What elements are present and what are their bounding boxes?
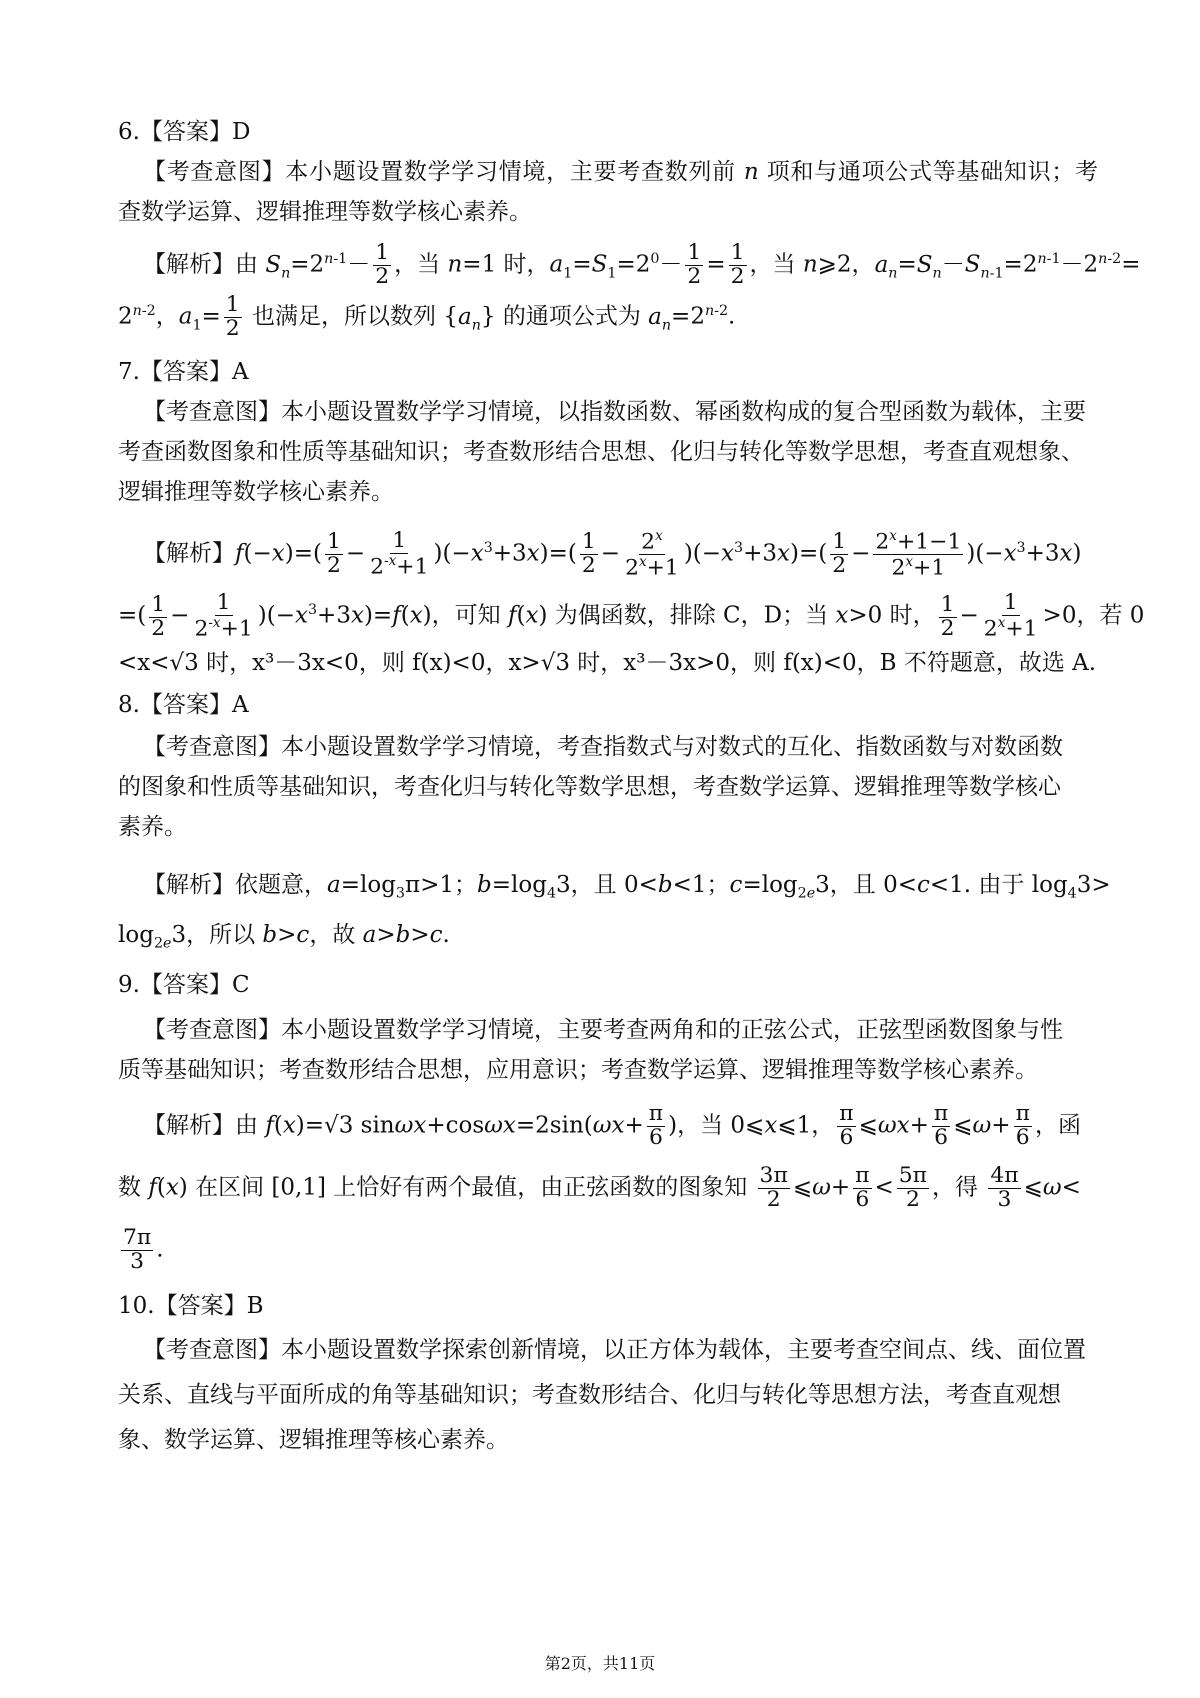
q9-analysis-line1: 【解析】由 f(x)=√3 sinωx+cosωx=2sin(ωx+ $\frac{\pi}{6}$ )，当 0⩽x⩽1， $\frac{\pi}{6}$ ⩽ωx+ $\frac{\pi}{6}$ ⩽ω+ $\frac{\pi}{6}$ ，函 — [143, 1100, 1081, 1150]
q7-intent-line3: 逻辑推理等数学核心素养。 — [118, 479, 394, 505]
q7-answer: 7.【答案】A — [118, 359, 249, 385]
q8-analysis-line2: $\log_{2e}3$，所以 b>c，故 a>b>c. — [118, 922, 450, 952]
q6-answer: 6.【答案】D — [118, 119, 251, 145]
q9-analysis-line2: 数 f(x) 在区间 [0,1] 上恰好有两个最值，由正弦函数的图象知 $\frac{3\pi}{2}$ ⩽ω+ $\frac{\pi}{6}$ < $\frac{5\pi}{2}$ ，得 $\frac{4\pi}{3}$ ⩽ω< — [118, 1162, 1081, 1212]
q6-intent-line2: 查数学运算、逻辑推理等数学核心素养。 — [118, 199, 532, 225]
q6-analysis-line1: 【解析】由 $S_n=2^{n-1}-$ $\frac{1}{2}$ ，当 n=1 时，$a_1=S_1=2^0-$ $\frac{1}{2}$ = $\frac{1}{2}$ ，当 n⩾2，$a_n=S_n-S_{n-1}=2^{n-1}-2^{n-2}=$ — [143, 240, 1141, 290]
q9-answer: 9.【答案】C — [118, 972, 250, 998]
page-footer: 第2页，共11页 — [544, 1654, 656, 1673]
q10-intent-line2: 关系、直线与平面所成的角等基础知识；考查数形结合、化归与转化等思想方法，考查直观想 — [118, 1382, 1061, 1408]
q8-intent-line3: 素养。 — [118, 814, 187, 840]
q10-intent-line3: 象、数学运算、逻辑推理等核心素养。 — [118, 1427, 509, 1453]
q8-intent-line2: 的图象和性质等基础知识，考查化归与转化等数学思想，考查数学运算、逻辑推理等数学核心 — [118, 774, 1061, 800]
q10-intent-line1: 【考查意图】本小题设置数学探索创新情境，以正方体为载体，主要考查空间点、线、面位置 — [143, 1337, 1086, 1363]
q9-intent-line1: 【考查意图】本小题设置数学学习情境，主要考查两角和的正弦公式，正弦型函数图象与性 — [143, 1017, 1063, 1043]
q7-intent-line1: 【考查意图】本小题设置数学学习情境，以指数函数、幂函数构成的复合型函数为载体，主要 — [143, 399, 1086, 425]
q7-intent-line2: 考查函数图象和性质等基础知识；考查数形结合思想、化归与转化等数学思想，考查直观想象、 — [118, 439, 1084, 465]
q9-intent-line2: 质等基础知识；考查数形结合思想，应用意识；考查数学运算、逻辑推理等数学核心素养。 — [118, 1057, 1038, 1083]
q7-analysis-line2: =( $\frac{1}{2}$ − $\frac{1}{2^{-x}+1}$ )$(-x^3+3x)=f(x)$，可知 f(x) 为偶函数，排除 C，D；当 x>0 时， $\frac{1}{2}$ − $\frac{1}{2^x+1}$ >0，若 0 — [118, 590, 1145, 642]
q6-intent-line1: 【考查意图】本小题设置数学学习情境，主要考查数列前 n 项和与通项公式等基础知识；考 — [143, 159, 1099, 185]
q9-analysis-line3: $\frac{7\pi}{3}$ . — [123, 1224, 164, 1274]
q7-analysis-line1: 【解析】f(−x)=( $\frac{1}{2}$ − $\frac{1}{2^{-x}+1}$ )$(-x^3+3x)=$( $\frac{1}{2}$ − $\frac{2^x}{2^x+1}$ )$(-x^3+3x)=$( $\frac{1}{2}$ − $\frac{2^x+1-1}{2^x+1}$ )$(-x^3+3x)$ — [143, 527, 1082, 581]
q8-analysis-line1: 【解析】依题意，$a=\log_3\pi>1$；$b=\log_43$，且 0<b<1；$c=\log_{2e}3$，且 0<c<1. 由于 $\log_43>$ — [143, 872, 1111, 902]
q10-answer: 10.【答案】B — [118, 1293, 264, 1319]
q6-analysis-line2: 2$^{n-2}$，$a_1=$ $\frac{1}{2}$ 也满足，所以数列 $\{a_n\}$ 的通项公式为 $a_n=2^{n-2}$. — [118, 292, 736, 342]
q8-intent-line1: 【考查意图】本小题设置数学学习情境，考查指数式与对数式的互化、指数函数与对数函数 — [143, 734, 1063, 760]
q8-answer: 8.【答案】A — [118, 692, 249, 718]
q7-analysis-line3: <x<√3 时，x³－3x<0，则 f(x)<0，x>√3 时，x³－3x>0，则 f(x)<0，B 不符题意，故选 A. — [118, 650, 1097, 676]
